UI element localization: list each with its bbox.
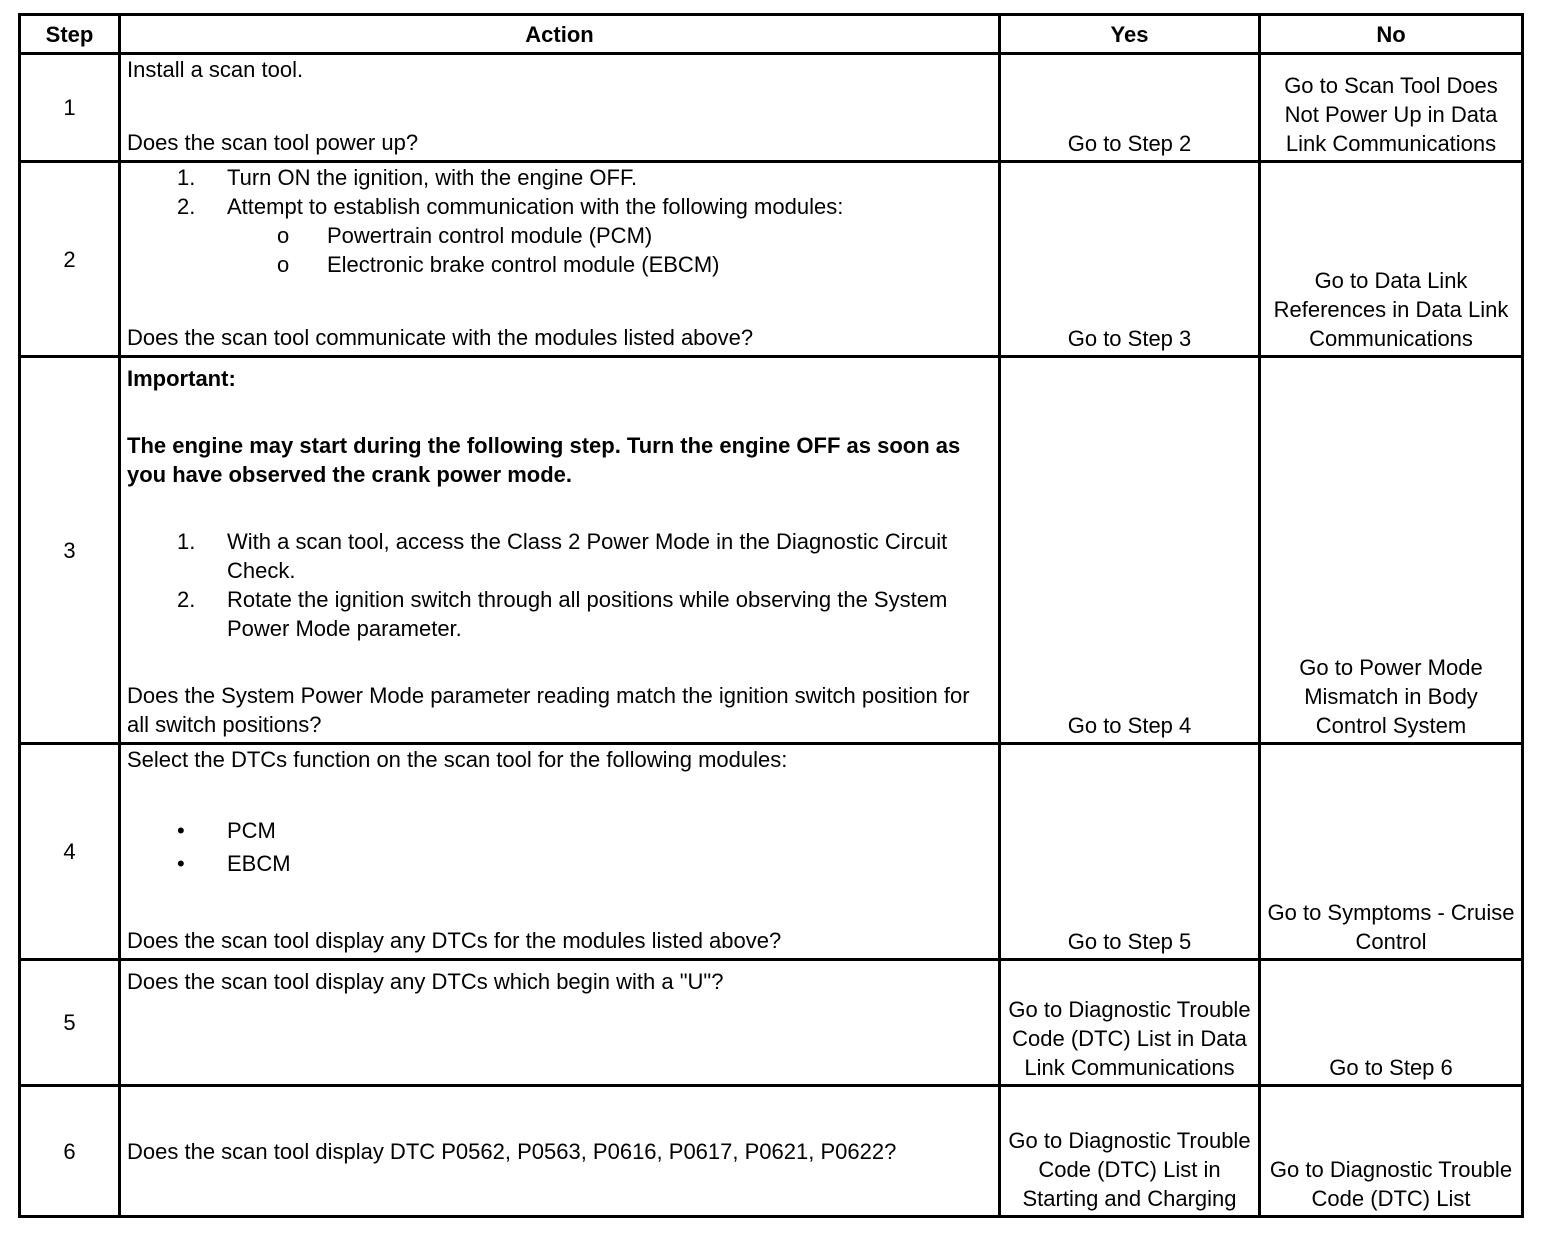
action-cell xyxy=(120,1086,1000,1217)
list-number: 2. xyxy=(177,587,196,612)
yes-cell: Go to Step 5 xyxy=(1000,744,1260,960)
question-text: Does the scan tool display DTC P0562, P0563, P0616, P0617, P0621, P0622? xyxy=(127,1138,897,1164)
action-cell xyxy=(120,357,1000,744)
bullet-icon: • xyxy=(177,851,185,876)
list-text: Powertrain control module (PCM) xyxy=(327,223,653,248)
no-cell: Go to Step 6 xyxy=(1260,960,1523,1086)
action-cell xyxy=(120,960,1000,1086)
important-label: Important: xyxy=(127,366,236,391)
list-item xyxy=(127,192,992,221)
no-cell: Go to Data Link References in Data Link Communications xyxy=(1260,162,1523,357)
yes-cell: Go to Step 3 xyxy=(1000,162,1260,357)
table-row xyxy=(20,960,1523,1086)
sub-marker: o xyxy=(277,252,290,277)
step-number: 1 xyxy=(20,54,120,162)
warning-text: The engine may start during the following step. Turn the engine OFF as soon as you have observed the crank power mode. xyxy=(127,433,961,487)
step-number: 4 xyxy=(20,744,120,960)
step-number: 3 xyxy=(20,357,120,744)
question-text: Does the scan tool display any DTCs which begin with a "U"? xyxy=(127,969,724,994)
action-text: Select the DTCs function on the scan tool for the following modules: xyxy=(127,747,788,772)
list-text: Attempt to establish communication with the following modules: xyxy=(227,194,844,219)
header-yes: Yes xyxy=(1000,15,1260,54)
table-row xyxy=(20,357,1523,744)
header-action: Action xyxy=(120,15,1000,54)
bullet-item xyxy=(127,849,992,878)
no-cell: Go to Symptoms - Cruise Control xyxy=(1260,744,1523,960)
action-text: Install a scan tool. xyxy=(127,57,304,82)
yes-cell: Go to Step 4 xyxy=(1000,357,1260,744)
list-text: Rotate the ignition switch through all positions while observing the System Power Mode parameter. xyxy=(227,587,948,641)
bullet-icon: • xyxy=(177,818,185,843)
list-text: EBCM xyxy=(227,851,291,876)
diagnostic-table xyxy=(18,13,1524,1218)
step-number: 5 xyxy=(20,960,120,1086)
no-cell: Go to Diagnostic Trouble Code (DTC) List xyxy=(1260,1086,1523,1217)
header-step: Step xyxy=(20,15,120,54)
list-number: 2. xyxy=(177,194,196,219)
yes-cell: Go to Diagnostic Trouble Code (DTC) List in Starting and Charging xyxy=(1000,1086,1260,1217)
yes-cell: Go to Step 2 xyxy=(1000,54,1260,162)
yes-cell: Go to Diagnostic Trouble Code (DTC) List in Data Link Communications xyxy=(1000,960,1260,1086)
step-number: 2 xyxy=(20,162,120,357)
list-item xyxy=(127,527,992,585)
sub-marker: o xyxy=(277,223,290,248)
list-text: With a scan tool, access the Class 2 Power Mode in the Diagnostic Circuit Check. xyxy=(227,529,948,583)
header-row xyxy=(20,15,1523,54)
list-text: Turn ON the ignition, with the engine OFF. xyxy=(227,165,638,190)
action-cell xyxy=(120,744,1000,960)
list-text: PCM xyxy=(227,818,276,843)
action-cell xyxy=(120,54,1000,162)
table-row xyxy=(20,162,1523,357)
question-text: Does the scan tool display any DTCs for the modules listed above? xyxy=(127,928,782,953)
list-number: 1. xyxy=(177,165,196,190)
header-no: No xyxy=(1260,15,1523,54)
bullet-item xyxy=(127,816,992,845)
sub-list-item xyxy=(127,250,992,279)
question-text: Does the scan tool power up? xyxy=(127,130,419,155)
table-row xyxy=(20,744,1523,960)
action-cell xyxy=(120,162,1000,357)
no-cell: Go to Scan Tool Does Not Power Up in Data Link Communications xyxy=(1260,54,1523,162)
table-row xyxy=(20,54,1523,162)
list-text: Electronic brake control module (EBCM) xyxy=(327,252,720,277)
list-item xyxy=(127,585,992,643)
sub-list-item xyxy=(127,221,992,250)
list-number: 1. xyxy=(177,529,196,554)
no-cell: Go to Power Mode Mismatch in Body Control System xyxy=(1260,357,1523,744)
list-item xyxy=(127,163,992,192)
step-number: 6 xyxy=(20,1086,120,1217)
table-row xyxy=(20,1086,1523,1217)
question-text: Does the System Power Mode parameter reading match the ignition switch position for all switch positions? xyxy=(127,683,970,737)
question-text: Does the scan tool communicate with the modules listed above? xyxy=(127,325,754,350)
